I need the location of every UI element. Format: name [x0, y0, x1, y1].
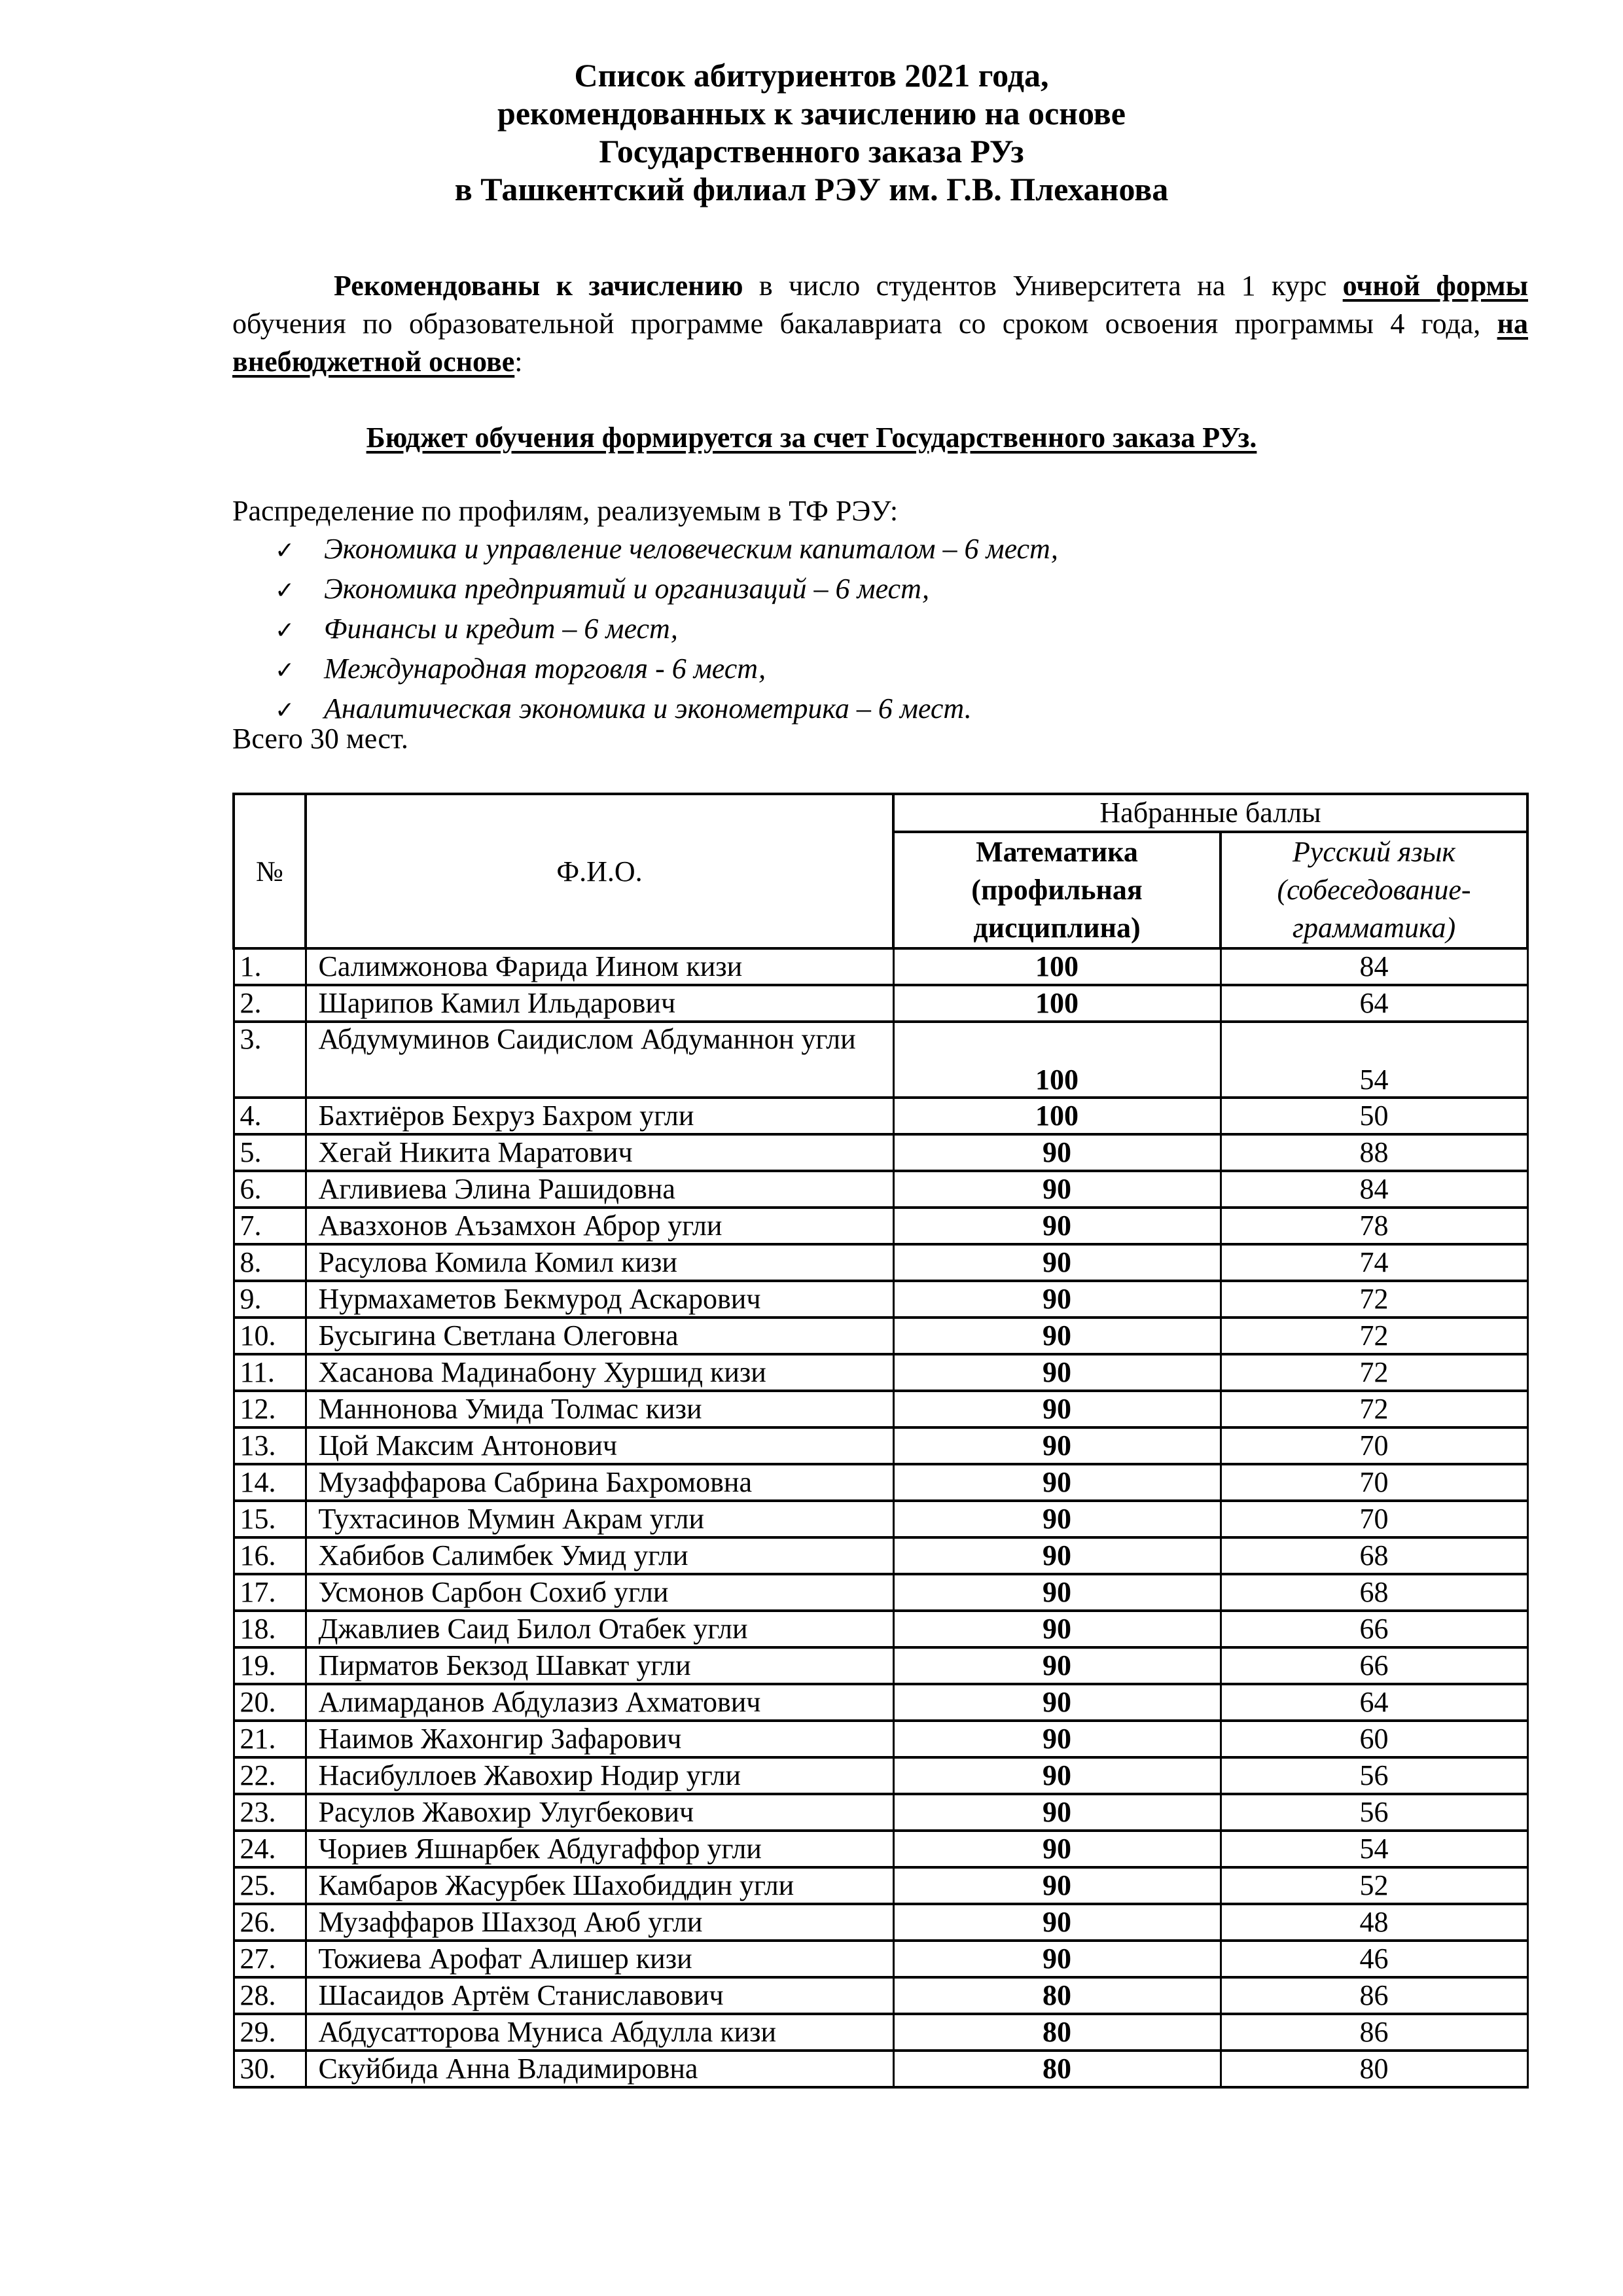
math-score: 90	[893, 1537, 1221, 1574]
table-row	[234, 1831, 1527, 1867]
row-number: 2.	[234, 985, 306, 1022]
russian-score: 86	[1221, 2014, 1527, 2051]
applicant-name: Хасанова Мадинабону Хуршид кизи	[306, 1354, 893, 1391]
applicant-name: Алимарданов Абдулазиз Ахматович	[306, 1684, 893, 1721]
checkmark-icon: ✓	[275, 537, 295, 564]
row-number: 23.	[234, 1794, 306, 1831]
row-number: 20.	[234, 1684, 306, 1721]
row-number: 7.	[234, 1208, 306, 1244]
checkmark-icon: ✓	[275, 617, 295, 644]
table-row	[234, 1721, 1527, 1757]
math-score: 90	[893, 1134, 1221, 1171]
applicant-name: Скуйбида Анна Владимировна	[306, 2051, 893, 2087]
profile-label: Международная торговля - 6 мест,	[324, 653, 766, 685]
row-number: 8.	[234, 1244, 306, 1281]
table-row	[234, 1867, 1527, 1904]
table-row	[234, 1134, 1527, 1171]
table-row	[234, 1611, 1527, 1647]
russian-score: 54	[1221, 1831, 1527, 1867]
row-number: 17.	[234, 1574, 306, 1611]
intro-text: в число студентов Университета на 1 курс	[743, 270, 1343, 302]
header-scores-group: Набранные баллы	[893, 794, 1527, 832]
row-number: 28.	[234, 1977, 306, 2014]
table-row	[234, 1464, 1527, 1501]
russian-score: 84	[1221, 948, 1527, 985]
row-number: 30.	[234, 2051, 306, 2087]
applicant-name: Камбаров Жасурбек Шахобиддин угли	[306, 1867, 893, 1904]
row-number: 24.	[234, 1831, 306, 1867]
table-row	[234, 1977, 1527, 2014]
math-score: 100	[893, 985, 1221, 1022]
profile-label: Финансы и кредит – 6 мест,	[324, 613, 678, 645]
row-number: 6.	[234, 1171, 306, 1208]
document-title	[0, 56, 1623, 208]
russian-score: 70	[1221, 1427, 1527, 1464]
math-score: 80	[893, 1977, 1221, 2014]
row-number: 4.	[234, 1098, 306, 1134]
russian-score: 64	[1221, 985, 1527, 1022]
table-row	[234, 1281, 1527, 1318]
math-score: 90	[893, 1867, 1221, 1904]
russian-score: 64	[1221, 1684, 1527, 1721]
table-row	[234, 1904, 1527, 1941]
row-number: 12.	[234, 1391, 306, 1427]
table-row	[234, 1647, 1527, 1684]
row-number: 22.	[234, 1757, 306, 1794]
table-row	[234, 1574, 1527, 1611]
table-row	[234, 1684, 1527, 1721]
math-score: 90	[893, 1281, 1221, 1318]
russian-score: 68	[1221, 1574, 1527, 1611]
math-score: 90	[893, 1354, 1221, 1391]
math-score: 100	[893, 948, 1221, 985]
applicant-name: Тухтасинов Мумин Акрам угли	[306, 1501, 893, 1537]
header-math: Математика (профильная дисциплина)	[893, 832, 1221, 948]
math-score: 90	[893, 1611, 1221, 1647]
budget-note: Бюджет обучения формируется за счет Государственного заказа РУз.	[366, 422, 1257, 454]
row-number: 18.	[234, 1611, 306, 1647]
math-score: 90	[893, 1208, 1221, 1244]
row-number: 29.	[234, 2014, 306, 2051]
profile-item	[275, 650, 1058, 690]
russian-score: 60	[1221, 1721, 1527, 1757]
applicant-name: Абдусатторова Муниса Абдулла кизи	[306, 2014, 893, 2051]
checkmark-icon: ✓	[275, 697, 295, 724]
applicant-name: Насибуллоев Жавохир Нодир угли	[306, 1757, 893, 1794]
applicant-name: Абдумуминов Саидислом Абдуманнон угли	[306, 1022, 893, 1098]
math-score: 90	[893, 1171, 1221, 1208]
russian-score: 78	[1221, 1208, 1527, 1244]
math-score: 100	[893, 1098, 1221, 1134]
applicant-name: Пирматов Бекзод Шавкат угли	[306, 1647, 893, 1684]
russian-score: 66	[1221, 1611, 1527, 1647]
math-score: 90	[893, 1721, 1221, 1757]
study-form-emphasis: очной формы	[1342, 270, 1528, 302]
math-score: 90	[893, 1391, 1221, 1427]
applicant-name: Расулова Комила Комил кизи	[306, 1244, 893, 1281]
applicant-name: Музаффарова Сабрина Бахромовна	[306, 1464, 893, 1501]
title-line: рекомендованных к зачислению на основе	[497, 95, 1126, 132]
math-score: 90	[893, 1647, 1221, 1684]
intro-text: обучения по образовательной программе бакалавриата со сроком освоения программы 4 года,	[232, 308, 1497, 340]
intro-text: :	[514, 346, 523, 378]
russian-score: 56	[1221, 1794, 1527, 1831]
table-row	[234, 1537, 1527, 1574]
row-number: 1.	[234, 948, 306, 985]
checkmark-icon: ✓	[275, 577, 295, 604]
profile-list	[275, 530, 1058, 730]
applicant-name: Бусыгина Светлана Олеговна	[306, 1318, 893, 1354]
distribution-heading: Распределение по профилям, реализуемым в ТФ РЭУ:	[232, 495, 899, 527]
table-row	[234, 1941, 1527, 1977]
russian-score: 72	[1221, 1391, 1527, 1427]
header-russian: Русский язык (собеседование-грамматика)	[1221, 832, 1527, 948]
russian-score: 54	[1221, 1022, 1527, 1098]
row-number: 5.	[234, 1134, 306, 1171]
profile-item	[275, 570, 1058, 610]
table-row	[234, 1794, 1527, 1831]
applicants-table	[232, 793, 1529, 2089]
applicant-name: Авазхонов Аъзамхон Аброр угли	[306, 1208, 893, 1244]
applicant-name: Шарипов Камил Ильдарович	[306, 985, 893, 1022]
applicant-name: Расулов Жавохир Улугбекович	[306, 1794, 893, 1831]
checkmark-icon: ✓	[275, 657, 295, 684]
applicant-name: Нурмахаметов Бекмурод Аскарович	[306, 1281, 893, 1318]
intro-bold-lead: Рекомендованы к зачислению	[334, 270, 743, 302]
applicant-name: Агливиева Элина Рашидовна	[306, 1171, 893, 1208]
russian-score: 72	[1221, 1281, 1527, 1318]
russian-score: 80	[1221, 2051, 1527, 2087]
math-score: 90	[893, 1831, 1221, 1867]
row-number: 27.	[234, 1941, 306, 1977]
math-score: 90	[893, 1318, 1221, 1354]
math-score: 90	[893, 1941, 1221, 1977]
table-row	[234, 1427, 1527, 1464]
applicant-name: Салимжонова Фарида Иином кизи	[306, 948, 893, 985]
table-row	[234, 1391, 1527, 1427]
applicant-name: Усмонов Сарбон Сохиб угли	[306, 1574, 893, 1611]
russian-score: 72	[1221, 1318, 1527, 1354]
title-line: в Ташкентский филиал РЭУ им. Г.В. Плеханова	[454, 171, 1169, 207]
row-number: 21.	[234, 1721, 306, 1757]
row-number: 25.	[234, 1867, 306, 1904]
table-row	[234, 1757, 1527, 1794]
math-score: 90	[893, 1501, 1221, 1537]
profile-label: Аналитическая экономика и эконометрика – 6 мест.	[324, 692, 972, 725]
applicant-name: Музаффаров Шахзод Аюб угли	[306, 1904, 893, 1941]
row-number: 14.	[234, 1464, 306, 1501]
table-row	[234, 1022, 1527, 1098]
table-row	[234, 1098, 1527, 1134]
row-number: 13.	[234, 1427, 306, 1464]
russian-score: 70	[1221, 1501, 1527, 1537]
row-number: 11.	[234, 1354, 306, 1391]
applicant-name: Шасаидов Артём Станиславович	[306, 1977, 893, 2014]
applicant-name: Хегай Никита Маратович	[306, 1134, 893, 1171]
row-number: 10.	[234, 1318, 306, 1354]
math-score: 90	[893, 1464, 1221, 1501]
profile-label: Экономика и управление человеческим капиталом – 6 мест,	[324, 533, 1058, 565]
russian-score: 48	[1221, 1904, 1527, 1941]
russian-score: 74	[1221, 1244, 1527, 1281]
math-score: 80	[893, 2014, 1221, 2051]
total-seats: Всего 30 мест.	[232, 723, 408, 755]
russian-score: 56	[1221, 1757, 1527, 1794]
applicant-name: Цой Максим Антонович	[306, 1427, 893, 1464]
math-score: 90	[893, 1684, 1221, 1721]
row-number: 3.	[234, 1022, 306, 1098]
russian-score: 84	[1221, 1171, 1527, 1208]
russian-score: 46	[1221, 1941, 1527, 1977]
row-number: 16.	[234, 1537, 306, 1574]
applicant-name: Чориев Яшнарбек Абдугаффор угли	[306, 1831, 893, 1867]
russian-score: 52	[1221, 1867, 1527, 1904]
applicant-name: Маннонова Умида Толмас кизи	[306, 1391, 893, 1427]
table-row	[234, 1318, 1527, 1354]
math-score: 100	[893, 1022, 1221, 1098]
applicant-name: Бахтиёров Бехруз Бахром угли	[306, 1098, 893, 1134]
row-number: 9.	[234, 1281, 306, 1318]
math-score: 90	[893, 1427, 1221, 1464]
header-number: №	[234, 794, 306, 948]
table-row	[234, 1171, 1527, 1208]
applicant-name: Тожиева Арофат Алишер кизи	[306, 1941, 893, 1977]
title-line: Государственного заказа РУз	[599, 133, 1024, 170]
math-score: 90	[893, 1244, 1221, 1281]
russian-score: 66	[1221, 1647, 1527, 1684]
header-fio: Ф.И.О.	[306, 794, 893, 948]
table-row	[234, 1354, 1527, 1391]
applicant-name: Хабибов Салимбек Умид угли	[306, 1537, 893, 1574]
row-number: 26.	[234, 1904, 306, 1941]
applicant-name: Джавлиев Саид Билол Отабек угли	[306, 1611, 893, 1647]
russian-score: 72	[1221, 1354, 1527, 1391]
applicant-name: Наимов Жахонгир Зафарович	[306, 1721, 893, 1757]
table-row	[234, 948, 1527, 985]
title-line: Список абитуриентов 2021 года,	[574, 57, 1049, 94]
funding-basis-emphasis: на внебюджетной основе	[232, 308, 1528, 378]
russian-score: 88	[1221, 1134, 1527, 1171]
math-score: 90	[893, 1757, 1221, 1794]
math-score: 90	[893, 1904, 1221, 1941]
row-number: 19.	[234, 1647, 306, 1684]
profile-label: Экономика предприятий и организаций – 6 мест,	[324, 573, 929, 605]
table-row	[234, 2051, 1527, 2087]
russian-score: 70	[1221, 1464, 1527, 1501]
row-number: 15.	[234, 1501, 306, 1537]
russian-score: 50	[1221, 1098, 1527, 1134]
table-row	[234, 1208, 1527, 1244]
table-row	[234, 985, 1527, 1022]
profile-item	[275, 530, 1058, 570]
math-score: 90	[893, 1794, 1221, 1831]
russian-score: 86	[1221, 1977, 1527, 2014]
table-row	[234, 1501, 1527, 1537]
math-score: 90	[893, 1574, 1221, 1611]
russian-score: 68	[1221, 1537, 1527, 1574]
profile-item	[275, 610, 1058, 650]
intro-paragraph	[232, 267, 1528, 381]
math-score: 80	[893, 2051, 1221, 2087]
table-row	[234, 1244, 1527, 1281]
table-row	[234, 2014, 1527, 2051]
